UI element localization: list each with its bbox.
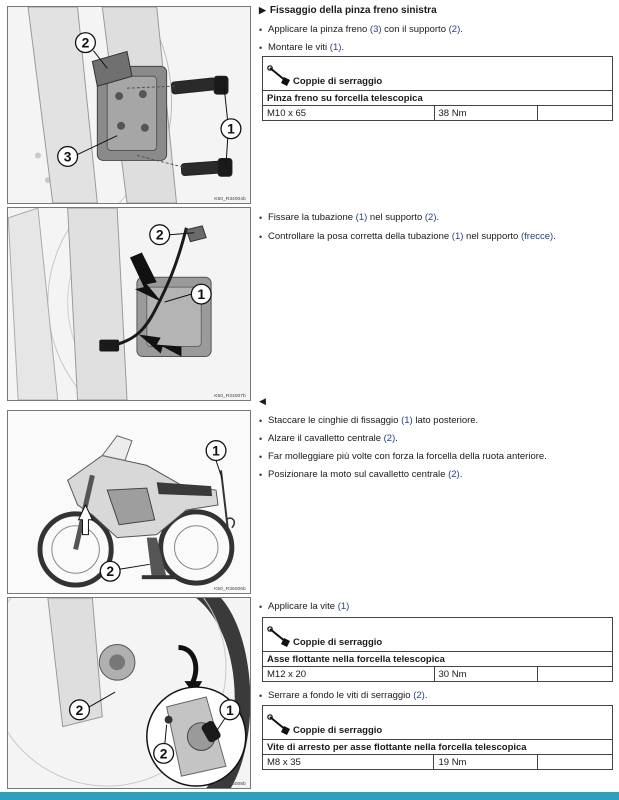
footer-bar	[0, 792, 619, 800]
end-marker: ◀	[259, 396, 266, 406]
torque-wrench-icon	[267, 65, 293, 87]
torque-header: Coppie di serraggio	[263, 618, 613, 652]
bullet-icon: •	[259, 470, 263, 480]
figure-brake-caliper	[7, 6, 251, 204]
torque-table	[262, 56, 613, 121]
bullet-icon: •	[259, 25, 263, 35]
step-item: • Applicare la vite (1)	[259, 601, 350, 612]
torque-empty-cell	[538, 667, 613, 682]
figure-id: K50_R36006b	[214, 587, 246, 593]
step-item: • Far molleggiare più volte con forza la forcella della ruota anteriore.	[259, 451, 547, 462]
torque-table	[262, 617, 613, 682]
callout-label: 1	[226, 701, 234, 718]
bullet-icon: •	[259, 691, 263, 701]
callout-label: 2	[81, 34, 90, 51]
callout-label: 2	[155, 226, 164, 243]
torque-title: Vite di arresto per asse flottante nella forcella telescopica	[263, 740, 613, 755]
reference-link[interactable]: (1)	[337, 601, 350, 612]
callout-label: 3	[63, 148, 72, 165]
reference-link[interactable]: (2)	[424, 212, 437, 223]
step-item: • Staccare le cinghie di fissaggio (1) lato posteriore.	[259, 415, 479, 426]
motorcycle-illustration	[8, 411, 250, 593]
brake-caliper-illustration	[8, 7, 250, 203]
reference-link[interactable]: (1)	[451, 231, 464, 242]
callout-label: 1	[227, 120, 235, 137]
figure-brake-line	[7, 207, 251, 401]
reference-link[interactable]: (2)	[448, 469, 460, 480]
bullet-icon: •	[259, 452, 263, 462]
reference-link[interactable]: (1)	[329, 42, 342, 53]
torque-title: Pinza freno su forcella telescopica	[263, 91, 613, 106]
callout-label: 2	[159, 745, 168, 762]
torque-title: Asse flottante nella forcella telescopica	[263, 652, 613, 667]
step-item: • Controllare la posa corretta della tubazione (1) nel supporto (frecce).	[259, 231, 556, 242]
torque-spec: M10 x 65	[263, 106, 435, 121]
torque-header: Coppie di serraggio	[263, 57, 613, 91]
callout-label: 1	[197, 286, 206, 303]
brake-line-illustration	[8, 208, 250, 400]
heading-text: Fissaggio della pinza freno sinistra	[269, 5, 437, 16]
step-item: • Serrare a fondo le viti di serraggio (2).	[259, 690, 428, 701]
torque-wrench-icon	[267, 714, 293, 736]
bullet-icon: •	[259, 213, 263, 223]
step-item: • Alzare il cavalletto centrale (2).	[259, 433, 398, 444]
torque-wrench-icon	[267, 626, 293, 648]
figure-front-axle	[7, 597, 251, 789]
figure-id: K50_R36008b	[214, 782, 246, 788]
torque-value: 38 Nm	[434, 106, 538, 121]
section-end	[259, 396, 613, 407]
torque-spec: M12 x 20	[263, 667, 435, 682]
torque-value: 19 Nm	[434, 755, 538, 770]
step-item: • Fissare la tubazione (1) nel supporto (2).	[259, 212, 440, 223]
callout-label: 2	[75, 701, 84, 718]
step-item: • Montare le viti (1).	[259, 42, 345, 53]
bullet-icon: •	[259, 232, 263, 242]
torque-table	[262, 705, 613, 770]
torque-empty-cell	[538, 106, 613, 121]
reference-link[interactable]: (3)	[369, 24, 382, 35]
torque-value: 30 Nm	[434, 667, 538, 682]
reference-link[interactable]: (1)	[401, 415, 413, 426]
torque-empty-cell	[538, 755, 613, 770]
reference-link[interactable]: (1)	[355, 212, 368, 223]
bullet-icon: •	[259, 602, 263, 612]
bullet-icon: •	[259, 416, 263, 426]
step-item: • Applicare la pinza freno (3) con il supporto (2).	[259, 24, 463, 35]
figure-motorcycle	[7, 410, 251, 594]
torque-header: Coppie di serraggio	[263, 706, 613, 740]
reference-link[interactable]: (frecce)	[520, 231, 554, 242]
section-heading	[259, 5, 613, 16]
reference-link[interactable]: (2)	[413, 690, 425, 701]
heading-marker: ▶	[259, 5, 266, 15]
figure-id: K50_R34004b	[214, 197, 246, 203]
reference-link[interactable]: (2)	[448, 24, 461, 35]
figure-id: K50_R34007b	[214, 394, 246, 400]
front-axle-illustration	[8, 598, 250, 788]
bullet-icon: •	[259, 434, 263, 444]
callout-label: 2	[106, 563, 115, 580]
reference-link[interactable]: (2)	[383, 433, 396, 444]
bullet-icon: •	[259, 43, 263, 53]
step-item: • Posizionare la moto sul cavalletto centrale (2).	[259, 469, 463, 480]
callout-label: 1	[212, 442, 220, 459]
torque-spec: M8 x 35	[263, 755, 434, 770]
